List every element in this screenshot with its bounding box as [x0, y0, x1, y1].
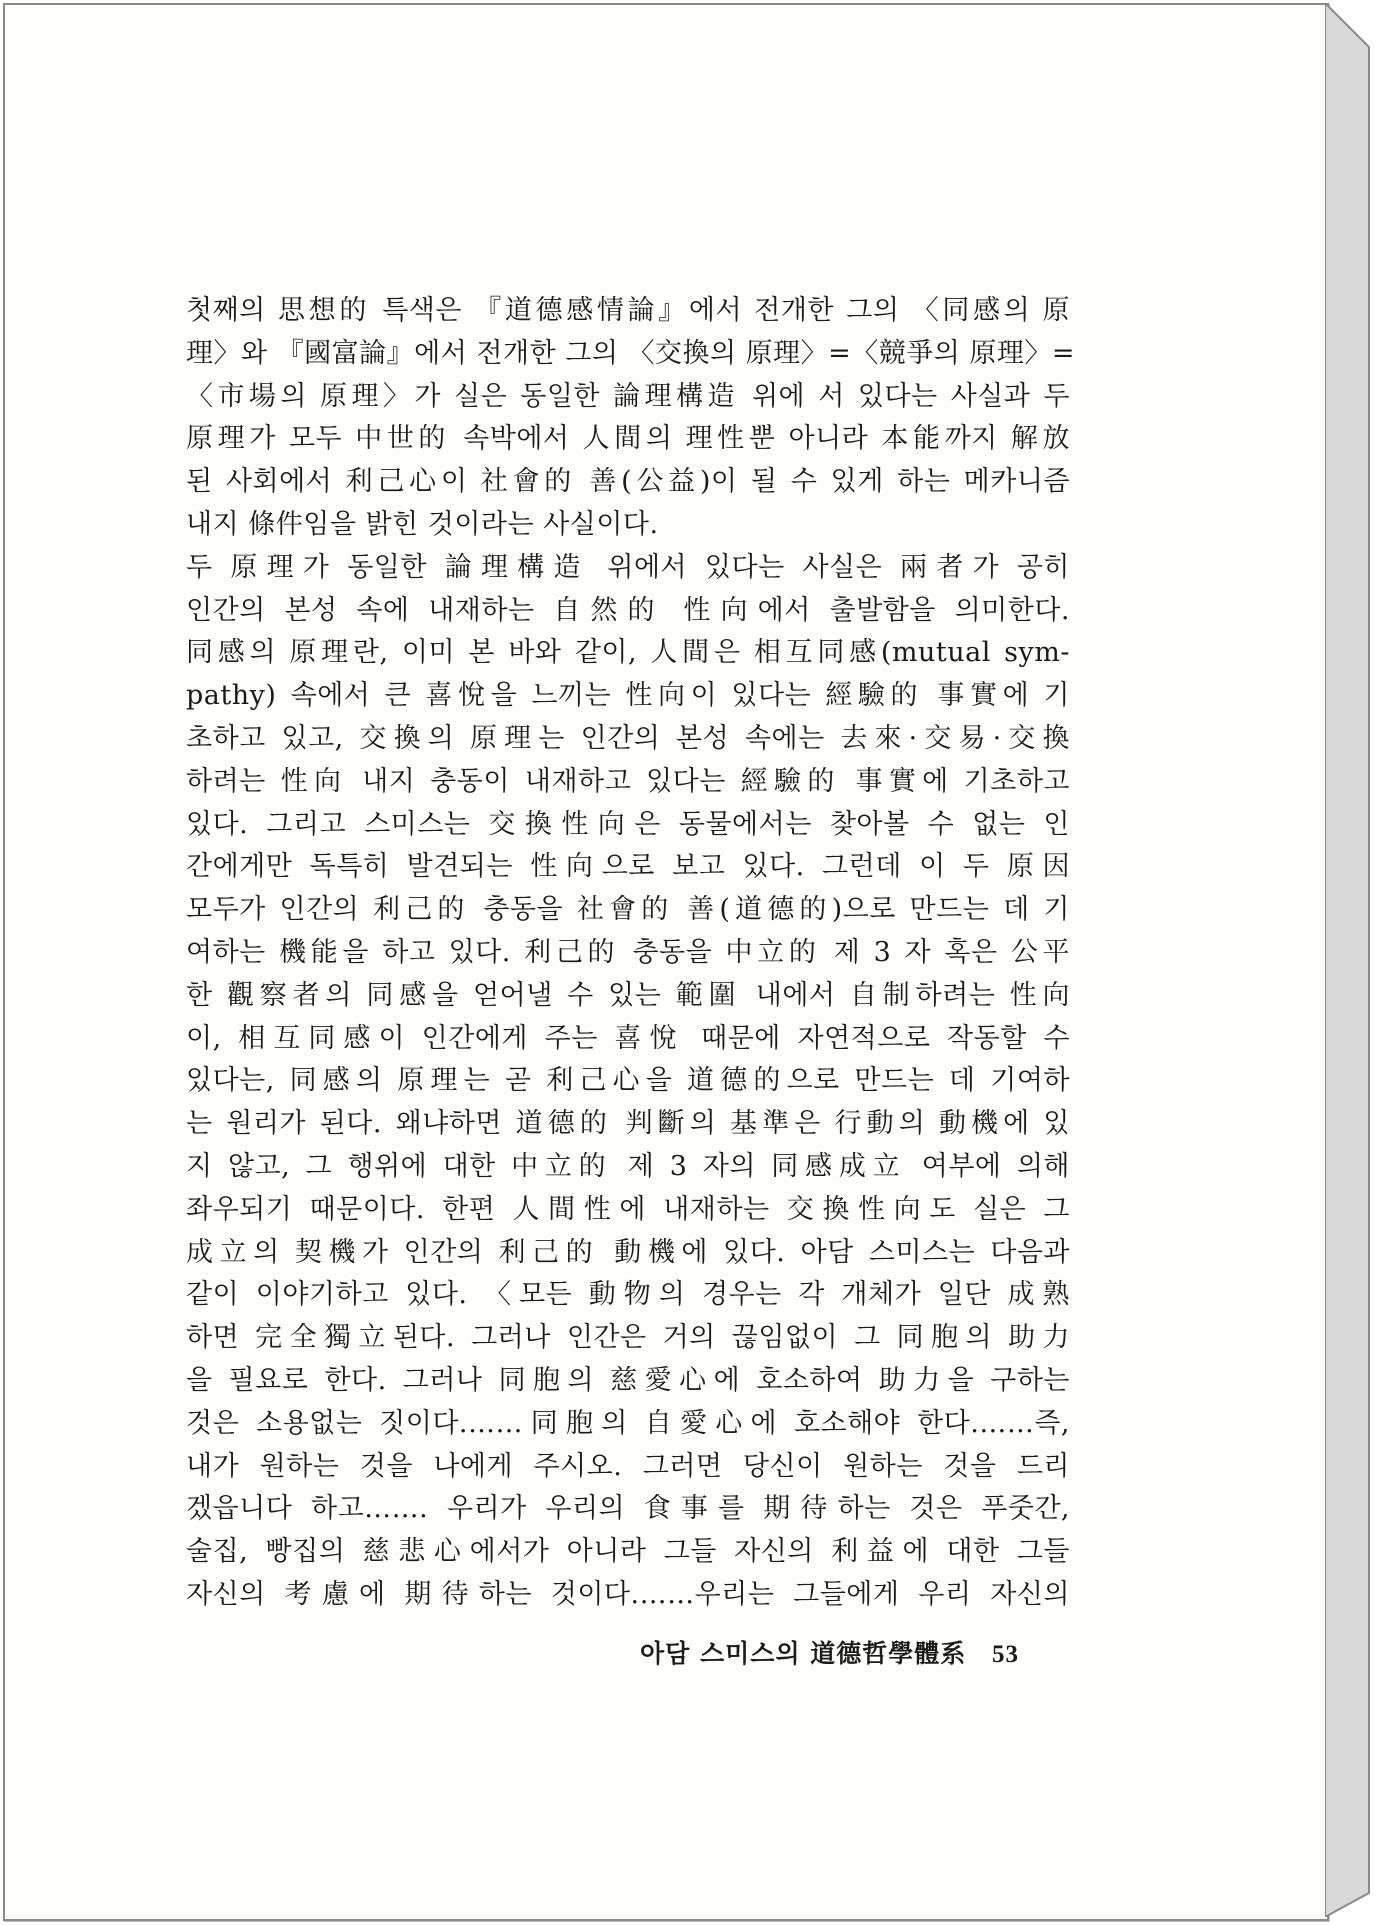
text-line: 〈市場의 原理〉가 실은 동일한 論理構造 위에 서 있다는 사실과 두 [186, 380, 1070, 412]
text-line: 간에게만 독특히 발견되는 性向으로 보고 있다. 그런데 이 두 原因 [186, 851, 1070, 883]
text-line: 이, 相互同感이 인간에게 주는 喜悅 때문에 자연적으로 작동할 수 [186, 1022, 1070, 1054]
text-line: 있다는, 同感의 原理는 곧 利己心을 道德的으로 만드는 데 기여하 [186, 1065, 1070, 1097]
body-text [160, 290, 1076, 1617]
text-line: 理〉와 『國富論』에서 전개한 그의 〈交換의 原理〉=〈競爭의 原理〉= [186, 337, 1076, 369]
text-line: 내가 원하는 것을 나에게 주시오. 그러면 당신이 원하는 것을 드리 [186, 1450, 1070, 1482]
text-line: 된 사회에서 利己心이 社會的 善(公益)이 될 수 있게 하는 메카니즘 [186, 466, 1070, 498]
text-line: 모두가 인간의 利己的 충동을 社會的 善(道德的)으로 만드는 데 기 [186, 894, 1070, 926]
text-line: 同感의 原理란, 이미 본 바와 같이, 人間은 相互同感(mutual sym- [186, 637, 1070, 669]
text-line: 겠읍니다 하고……. 우리가 우리의 食事를 期待하는 것은 푸줏간, [186, 1493, 1070, 1525]
text-line: 내지 條件임을 밝힌 것이라는 사실이다. [186, 508, 659, 540]
text-line: 한 觀察者의 同感을 얻어낼 수 있는 範圍 내에서 自制하려는 性向 [186, 979, 1070, 1011]
text-line: 여하는 機能을 하고 있다. 利己的 충동을 中立的 제 3 자 혹은 公平 [186, 936, 1070, 968]
text-line: pathy) 속에서 큰 喜悅을 느끼는 性向이 있다는 經驗的 事實에 기 [186, 680, 1070, 712]
text-line: 成立의 契機가 인간의 利己的 動機에 있다. 아담 스미스는 다음과 [186, 1236, 1070, 1268]
text-line: 인간의 본성 속에 내재하는 自然的 性向에서 출발함을 의미한다. [186, 594, 1070, 626]
text-line: 하면 完全獨立된다. 그러나 인간은 거의 끊임없이 그 同胞의 助力 [186, 1322, 1070, 1354]
paragraph-2 [160, 547, 1070, 1617]
text-line: 좌우되기 때문이다. 한편 人間性에 내재하는 交換性向도 실은 그 [186, 1193, 1070, 1225]
text-line: 原理가 모두 中世的 속박에서 人間의 理性뿐 아니라 本能까지 解放 [186, 423, 1070, 455]
paragraph-1 [160, 290, 1076, 547]
text-line: 같이 이야기하고 있다. 〈모든 動物의 경우는 각 개체가 일단 成熟 [186, 1279, 1070, 1311]
text-line: 하려는 性向 내지 충동이 내재하고 있다는 經驗的 事實에 기초하고 [186, 765, 1070, 797]
text-line: 을 필요로 한다. 그러나 同胞의 慈愛心에 호소하여 助力을 구하는 [186, 1364, 1070, 1396]
text-line: 술집, 빵집의 慈悲心에서가 아니라 그들 자신의 利益에 대한 그들 [186, 1536, 1070, 1568]
text-line: 것은 소용없는 짓이다.……同胞의 自愛心에 호소해야 한다.……즉, [186, 1407, 1070, 1439]
running-title: 아담 스미스의 道德哲學體系 [640, 1639, 967, 1668]
page-edge-shading [1325, 3, 1375, 1917]
text-line: 는 원리가 된다. 왜냐하면 道德的 判斷의 基準은 行動의 動機에 있 [186, 1108, 1070, 1140]
running-footer [640, 1634, 1040, 1670]
text-line: 두 原理가 동일한 論理構造 위에서 있다는 사실은 兩者가 공히 [186, 551, 1070, 583]
text-line: 자신의 考慮에 期待하는 것이다.……우리는 그들에게 우리 자신의 [186, 1578, 1070, 1610]
text-line: 있다. 그리고 스미스는 交換性向은 동물에서는 찾아볼 수 없는 인 [186, 808, 1070, 840]
page-number: 53 [992, 1641, 1020, 1668]
text-line: 첫째의 思想的 특색은 『道德感情論』에서 전개한 그의 〈同感의 原 [186, 295, 1070, 326]
text-line: 초하고 있고, 交換의 原理는 인간의 본성 속에는 去來·交易·交換 [186, 722, 1070, 754]
text-line: 지 않고, 그 행위에 대한 中立的 제 3 자의 同感成立 여부에 의해 [186, 1150, 1070, 1182]
